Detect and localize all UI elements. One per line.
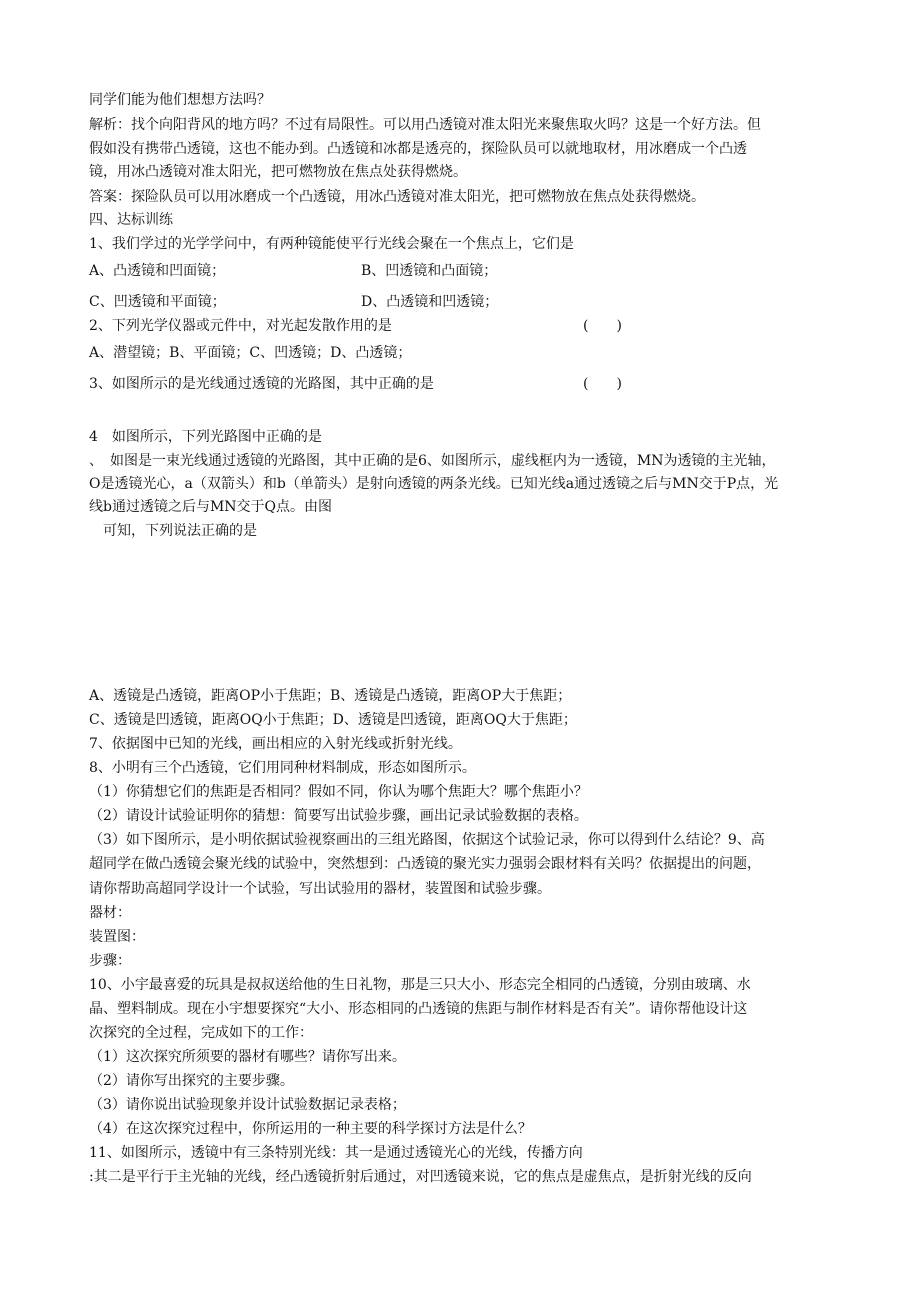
question-7: 7、依据图中已知的光线，画出相应的入射光线或折射光线。 [89,736,462,752]
text-line: O是透镜光心，a（双箭头）和b（单箭头）是射向透镜的两条光线。已知光线a通过透镜之后与MN交于P点，光 [89,476,779,492]
question-11: 11、如图所示，透镜中有三条特别光线：其一是通过透镜光心的光线，传播方向 [89,1145,583,1161]
text-line: 请你帮助高超同学设计一个试验，写出试验用的器材，装置图和试验步骤。 [89,881,551,897]
text-line: 同学们能为他们想想方法吗？ [89,92,271,108]
section-heading: 四、达标训练 [89,212,173,228]
options-2: A、潜望镜；B、平面镜；C、凹透镜；D、凸透镜； [89,345,412,361]
question-5-6: 、 如图是一束光线通过透镜的光路图，其中正确的是6、如图所示，虚线框内为一透镜，MN为透镜的主光轴， [89,453,776,469]
label-steps: 步骤： [89,953,131,969]
label-materials: 器材： [89,905,131,921]
question-3: 3、如图所示的是光线通过透镜的光路图，其中正确的是 [89,376,434,392]
sub-question: （4）在这次探究过程中，你所运用的一种主要的科学探讨方法是什么？ [89,1121,532,1137]
answer-blank-3: ( ) [583,376,622,392]
text-line: 超同学在做凸透镜会聚光线的试验中，突然想到：凸透镜的聚光实力强弱会跟材料有关吗？依据提出的问题， [89,856,761,872]
text-line: 假如没有携带凸透镜，这也不能办到。凸透镜和冰都是透亮的，探险队员可以就地取材，用冰磨成一个凸透 [89,141,747,157]
question-8: 8、小明有三个凸透镜，它们用同种材料制成，形态如图所示。 [89,760,476,776]
sub-question: （2）请你写出探究的主要步骤。 [89,1073,294,1089]
options-6cd: C、透镜是凹透镜，距离OQ小于焦距；D、透镜是凹透镜，距离OQ大于焦距； [89,712,577,728]
text-line: 次探究的全过程，完成如下的工作： [89,1025,313,1041]
text-line: :其二是平行于主光轴的光线，经凸透镜折射后通过，对凹透镜来说，它的焦点是虚焦点，是折射光线的反向 [89,1169,752,1185]
label-setup: 装置图： [89,929,145,945]
option-1d: D、凸透镜和凹透镜； [361,294,499,310]
sub-question: （2）请设计试验证明你的猜想：简要写出试验步骤，画出记录试验数据的表格。 [89,808,588,824]
sub-question: （3）如下图所示，是小明依据试验视察画出的三组光路图，依据这个试验记录，你可以得到什么结论？9、高 [89,832,765,848]
text-line: 线b通过透镜之后与MN交于Q点。由图 [89,499,333,515]
question-2: 2、下列光学仪器或元件中，对光起发散作用的是 [89,318,392,334]
option-1b: B、凹透镜和凸面镜； [361,263,498,279]
option-1a: A、凸透镜和凹面镜； [89,263,226,279]
sub-question: （1）你猜想它们的焦距是否相同？假如不同，你认为哪个焦距大？哪个焦距小？ [89,784,588,800]
answer-line: 答案：探险队员可以用冰磨成一个凸透镜，用冰凸透镜对准太阳光，把可燃物放在焦点处获得燃烧。 [89,189,705,205]
text-line: 镜，用冰凸透镜对准太阳光，把可燃物放在焦点处获得燃烧。 [89,164,467,180]
option-1c: C、凹透镜和平面镜； [89,294,226,310]
text-line: 可知，下列说法正确的是 [89,523,257,539]
options-6ab: A、透镜是凸透镜，距离OP小于焦距；B、透镜是凸透镜，距离OP大于焦距； [89,688,572,704]
question-1: 1、我们学过的光学学问中，有两种镜能使平行光线会聚在一个焦点上，它们是 [89,236,574,252]
question-10: 10、小宇最喜爱的玩具是叔叔送给他的生日礼物，那是三只大小、形态完全相同的凸透镜，分别由玻璃、水 [89,977,751,993]
text-line: 晶、塑料制成。现在小宇想要探究“大小、形态相同的凸透镜的焦距与制作材料是否有关”。请你帮他设计这 [89,1001,748,1017]
question-4: 4 如图所示，下列光路图中正确的是 [89,429,322,445]
answer-blank-2: ( ) [583,318,622,334]
sub-question: （3）请你说出试验现象并设计试验数据记录表格； [89,1097,406,1113]
sub-question: （1）这次探究所须要的器材有哪些？请你写出来。 [89,1049,406,1065]
text-line: 解析：找个向阳背风的地方吗？不过有局限性。可以用凸透镜对准太阳光来聚焦取火吗？这是一个好方法。但 [89,117,761,133]
